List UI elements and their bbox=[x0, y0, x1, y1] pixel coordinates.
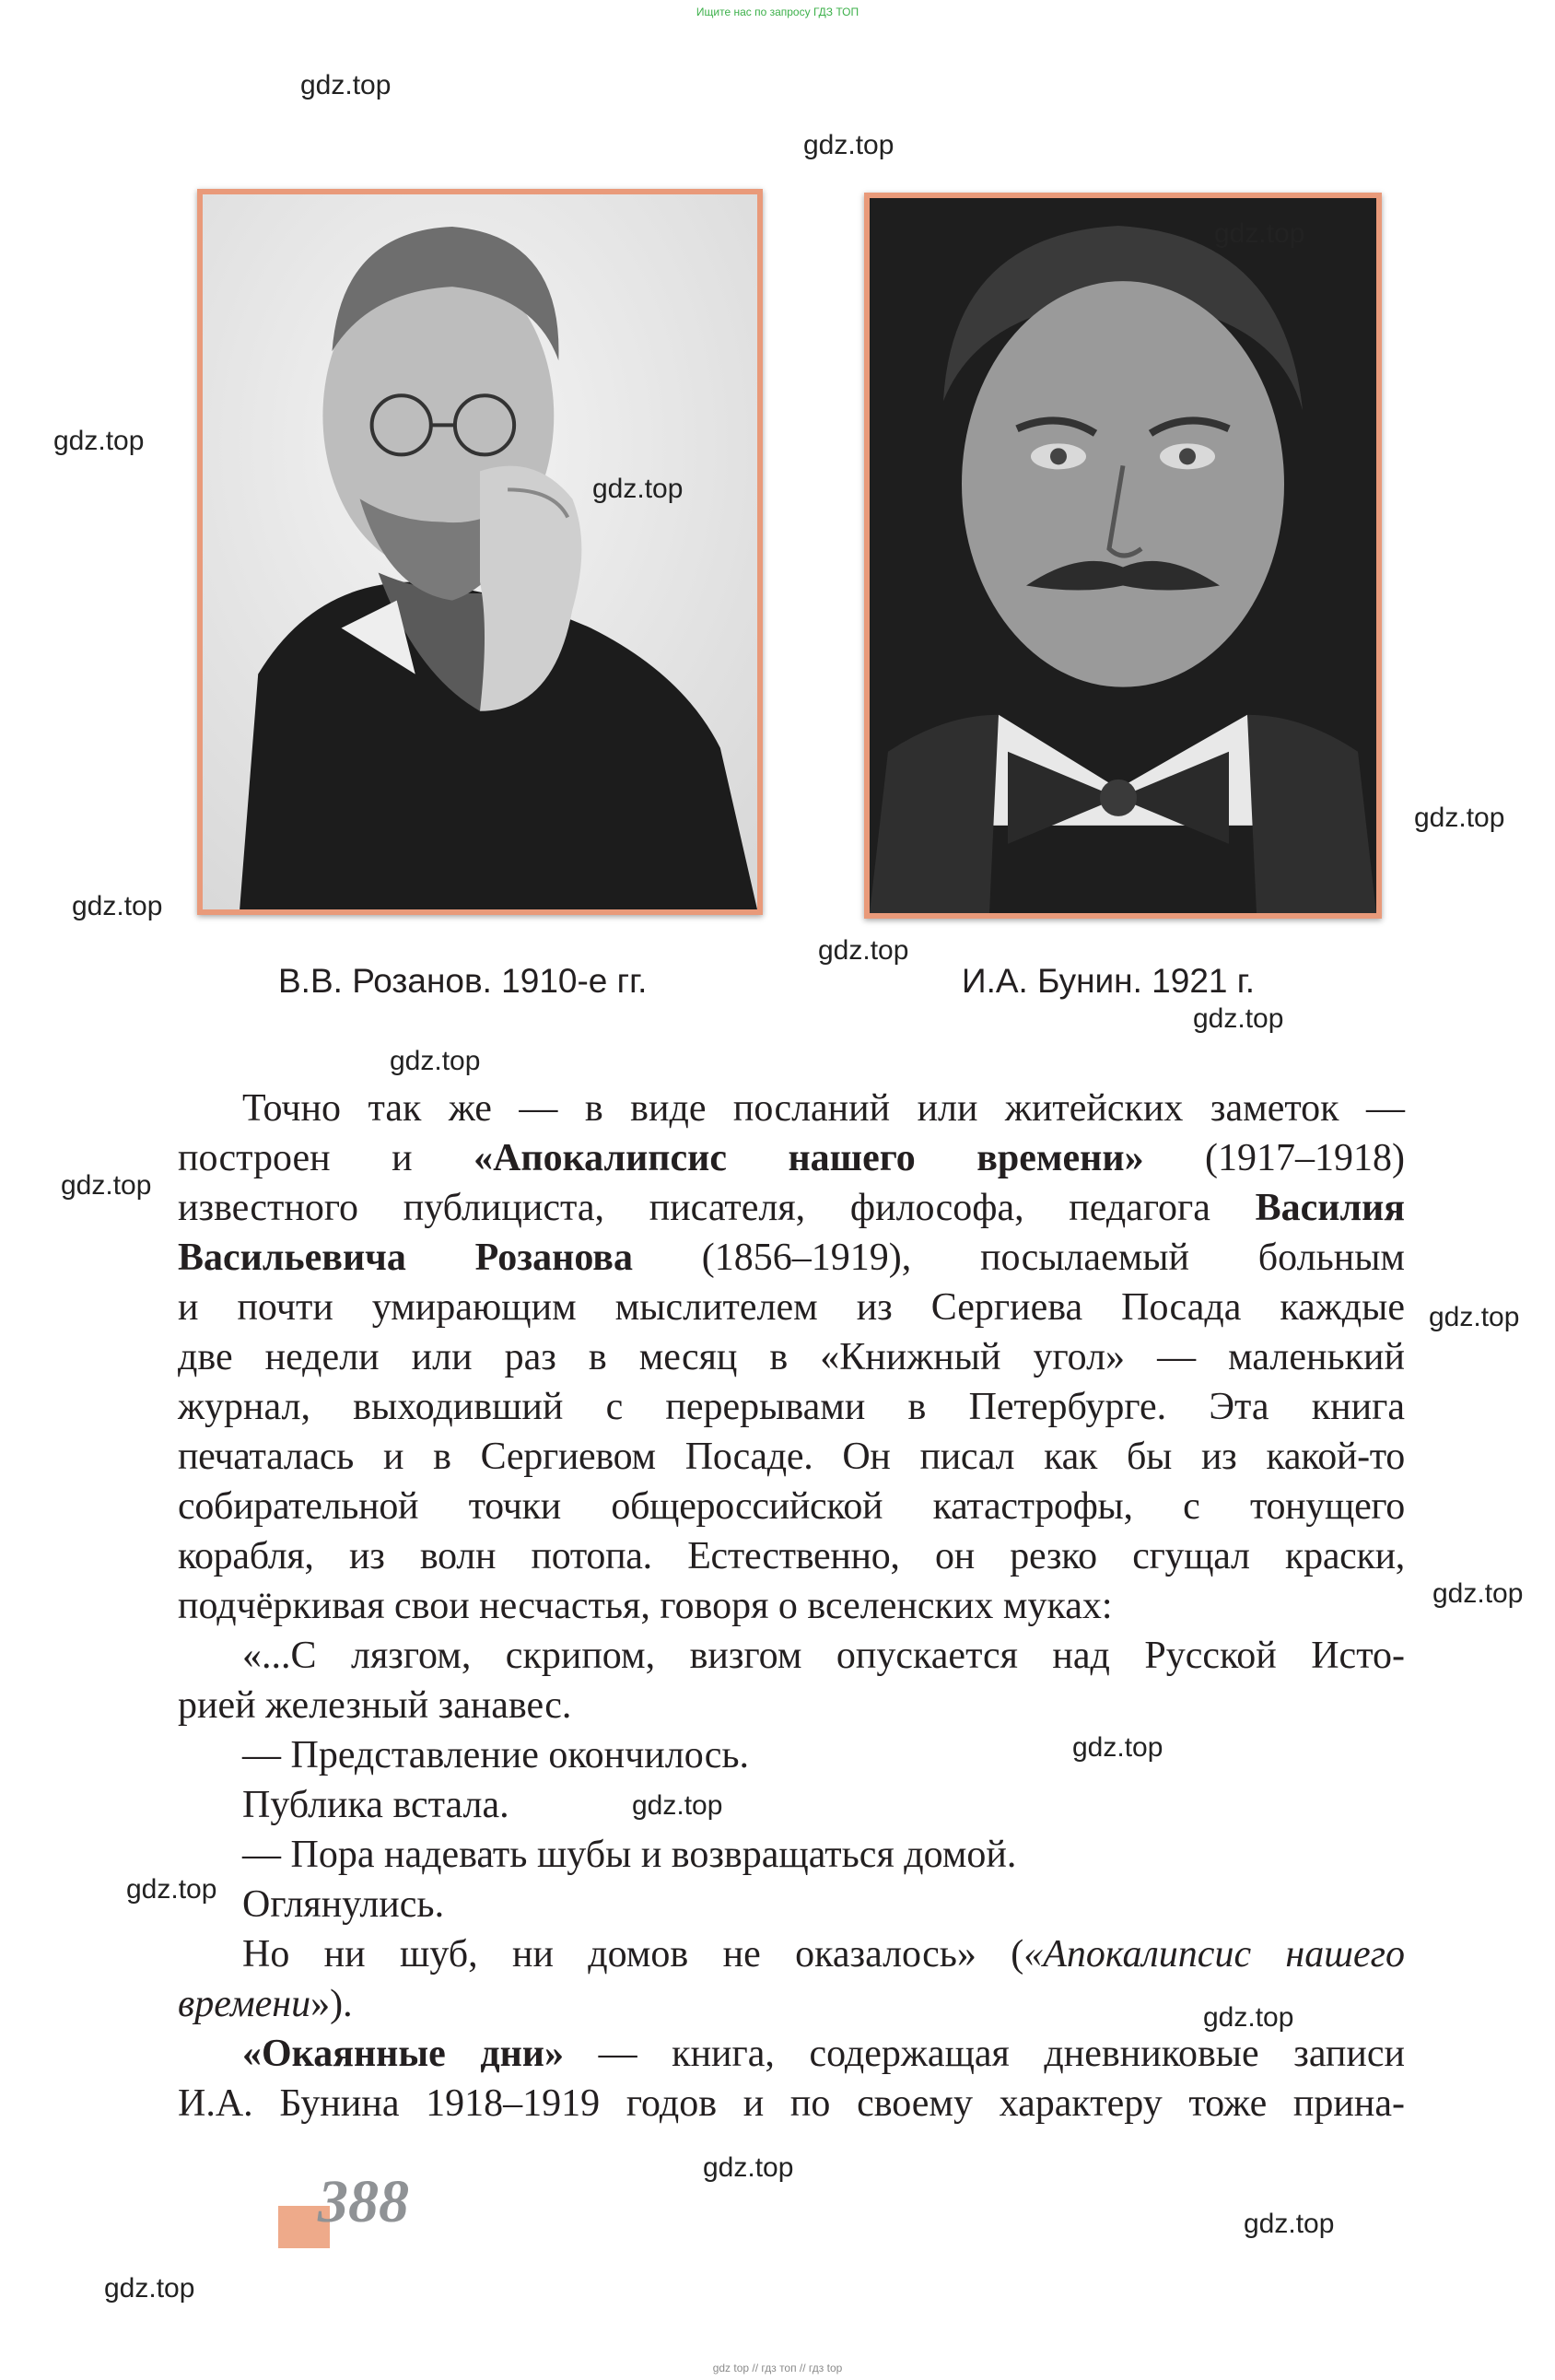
quote-line: — Пора надевать шубы и возвращаться домой. bbox=[242, 1834, 1017, 1876]
text-line: корабля, из волн потопа. Естественно, он резко сгущал краски, bbox=[178, 1535, 1405, 1577]
watermark: gdz.top bbox=[104, 2273, 195, 2304]
bunin-photo bbox=[864, 193, 1382, 919]
text-line: построен и «Апокалипсис нашего времени» (1917–1918) bbox=[178, 1137, 1406, 1179]
watermark: gdz.top bbox=[1244, 2209, 1335, 2239]
text-line: подчёркивая свои несчастья, говоря о вселенских муках: bbox=[178, 1585, 1113, 1627]
rozanov-caption: В.В. Розанов. 1910-е гг. bbox=[278, 962, 648, 1000]
watermark: gdz.top bbox=[1203, 2002, 1294, 2033]
quote-line: Оглянулись. bbox=[242, 1883, 445, 1926]
text-line: журнал, выходивший с перерывами в Петербурге. Эта книга bbox=[178, 1386, 1405, 1428]
text-line: «Окаянные дни» — книга, содержащая дневниковые записи bbox=[242, 2033, 1405, 2075]
watermark: gdz.top bbox=[1193, 1003, 1284, 1034]
quote-line: «...С лязгом, скрипом, визгом опускается над Русской Исто- bbox=[242, 1635, 1405, 1677]
text-line: печаталась и в Сергиевом Посаде. Он писал как бы из какой-то bbox=[178, 1436, 1405, 1478]
watermark: gdz.top bbox=[1429, 1302, 1520, 1332]
text-line: Точно так же — в виде посланий или житейских заметок — bbox=[242, 1087, 1405, 1130]
watermark: gdz.top bbox=[72, 891, 163, 921]
bunin-portrait-image bbox=[870, 198, 1376, 913]
quote-line: — Представление окончилось. bbox=[242, 1734, 750, 1776]
watermark: gdz.top bbox=[126, 1874, 217, 1905]
watermark: gdz.top bbox=[61, 1170, 152, 1201]
body-text bbox=[178, 1084, 1405, 2128]
watermark: gdz.top bbox=[1072, 1732, 1163, 1763]
watermark: gdz.top bbox=[592, 474, 684, 504]
watermark: gdz.top bbox=[300, 70, 392, 100]
watermark: gdz.top bbox=[1414, 803, 1505, 833]
text-line: известного публициста, писателя, философа, педагога Василия bbox=[178, 1187, 1405, 1229]
text-line: и почти умирающим мыслителем из Сергиева Посада каждые bbox=[178, 1286, 1405, 1329]
book-title-cursed-days: «Окаянные дни» bbox=[242, 2033, 565, 2075]
watermark: gdz.top bbox=[1214, 218, 1305, 249]
author-name: Васильевича Розанова bbox=[178, 1237, 633, 1279]
page-number: 388 bbox=[318, 2168, 409, 2235]
text-line: две недели или раз в месяц в «Книжный угол» — маленький bbox=[178, 1336, 1405, 1378]
text-line: собирательной точки общероссийской катастрофы, с тонущего bbox=[178, 1485, 1405, 1528]
book-title-apocalypse: «Апокалипсис нашего времени» bbox=[474, 1137, 1144, 1179]
watermark: gdz.top bbox=[1432, 1578, 1524, 1609]
rozanov-portrait-image bbox=[203, 194, 757, 909]
quote-line: Публика встала. bbox=[242, 1784, 509, 1826]
quote-line: Но ни шуб, ни домов не оказалось» («Апокалипсис нашего bbox=[242, 1933, 1406, 1976]
header-note: Ищите нас по запросу ГДЗ ТОП bbox=[696, 6, 859, 18]
author-name: Василия bbox=[1255, 1187, 1405, 1229]
source-title: «Апокалипсис нашего bbox=[1023, 1933, 1406, 1976]
quote-line: рией железный занавес. bbox=[178, 1684, 572, 1727]
text-line: Васильевича Розанова (1856–1919), посылаемый больным bbox=[178, 1237, 1405, 1279]
watermark: gdz.top bbox=[53, 426, 145, 456]
bunin-caption: И.А. Бунин. 1921 г. bbox=[962, 962, 1256, 1000]
footer-note: gdz top // гдз топ // гдз top bbox=[712, 2362, 843, 2374]
watermark: gdz.top bbox=[703, 2152, 794, 2183]
watermark: gdz.top bbox=[632, 1790, 723, 1821]
rozanov-photo bbox=[197, 189, 763, 915]
watermark: gdz.top bbox=[803, 130, 894, 160]
watermark: gdz.top bbox=[818, 935, 909, 966]
text-line: И.А. Бунина 1918–1919 годов и по своему характеру тоже прина- bbox=[178, 2082, 1405, 2125]
quote-line: времени»). bbox=[178, 1983, 353, 2025]
source-title: времени bbox=[178, 1983, 311, 2025]
watermark: gdz.top bbox=[390, 1046, 481, 1076]
